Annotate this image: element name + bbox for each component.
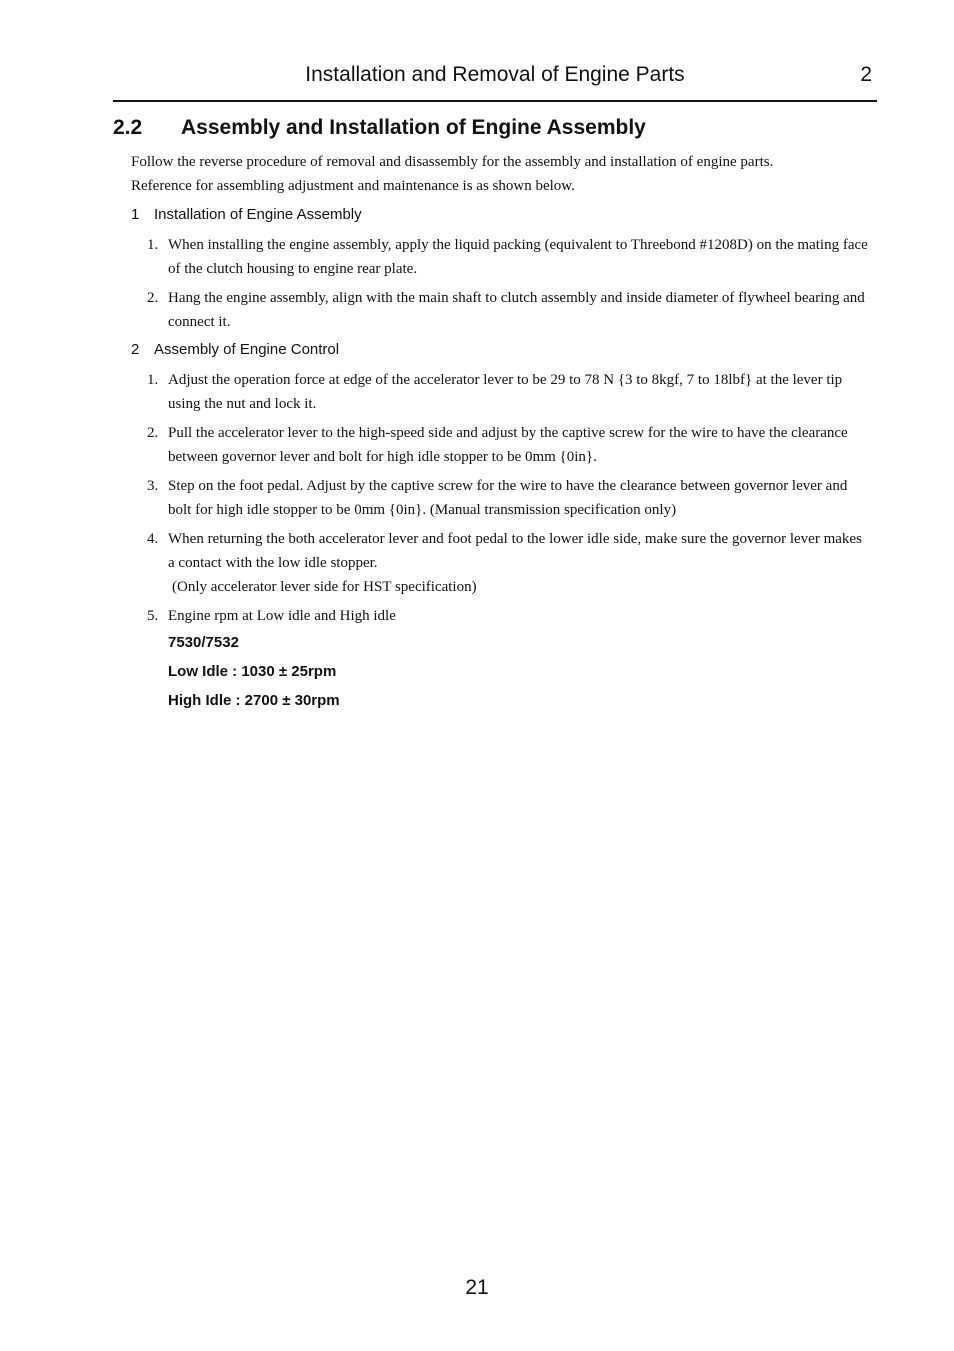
list-marker: 4. <box>147 531 159 547</box>
spec-low-idle: Low Idle : 1030 ± 25rpm <box>168 663 337 680</box>
list-item-text: When returning the both accelerator lever and foot pedal to the lower idle side, make sure the governor lever makes a contact with the low idle stopper. <box>168 531 862 571</box>
chapter-number: 2 <box>860 63 872 86</box>
spec-model: 7530/7532 <box>168 634 239 651</box>
installation-steps-list <box>131 233 871 339</box>
list-item-text: Adjust the operation force at edge of the accelerator lever to be 29 to 78 N {3 to 8kgf, 7 to 18lbf} at the lever tip using the nut and lock it. <box>168 372 843 412</box>
list-item <box>131 421 871 469</box>
list-item-text: Engine rpm at Low idle and High idle <box>168 608 396 624</box>
list-marker: 2. <box>147 290 159 306</box>
section-title: Assembly and Installation of Engine Assembly <box>181 116 646 139</box>
list-marker: 1. <box>147 372 159 388</box>
list-item-text: Pull the accelerator lever to the high-speed side and adjust by the captive screw for the wire to have the clearance between governor lever and bolt for high idle stopper to be 0mm {0in}. <box>168 425 848 465</box>
list-marker: 5. <box>147 608 159 624</box>
list-item <box>131 286 871 334</box>
list-item-note: (Only accelerator lever side for HST specification) <box>172 579 477 595</box>
list-item <box>131 233 871 281</box>
subsection-heading-installation <box>131 206 362 223</box>
intro-line: Reference for assembling adjustment and maintenance is as shown below. <box>131 178 575 194</box>
list-marker: 2. <box>147 425 159 441</box>
subsection-number: 1 <box>131 206 140 223</box>
spec-high-idle: High Idle : 2700 ± 30rpm <box>168 692 340 709</box>
list-item-text: Step on the foot pedal. Adjust by the captive screw for the wire to have the clearance between governor lever and bolt for high idle stopper to be 0mm {0in}. (Manual transmission specification only) <box>168 478 848 518</box>
list-item-text: Hang the engine assembly, align with the main shaft to clutch assembly and inside diameter of flywheel bearing and connect it. <box>168 290 865 330</box>
list-item-text: When installing the engine assembly, apply the liquid packing (equivalent to Threebond #1208D) on the mating face of the clutch housing to engine rear plate. <box>168 237 868 277</box>
page-number: 21 <box>465 1276 489 1299</box>
list-marker: 3. <box>147 478 159 494</box>
list-item <box>131 368 871 416</box>
intro-paragraph <box>131 150 871 198</box>
subsection-number: 2 <box>131 341 140 358</box>
subsection-title: Installation of Engine Assembly <box>154 206 362 223</box>
list-item <box>131 604 871 628</box>
header-title: Installation and Removal of Engine Parts <box>305 63 685 86</box>
subsection-heading-engine-control <box>131 341 339 358</box>
intro-line: Follow the reverse procedure of removal and disassembly for the assembly and installation of engine parts. <box>131 154 774 170</box>
list-item <box>131 474 871 522</box>
engine-control-steps-list <box>131 368 871 633</box>
subsection-title: Assembly of Engine Control <box>154 341 340 358</box>
page-header <box>113 58 877 102</box>
section-heading <box>113 116 646 140</box>
section-number: 2.2 <box>113 116 143 139</box>
list-item <box>131 527 871 599</box>
list-marker: 1. <box>147 237 159 253</box>
